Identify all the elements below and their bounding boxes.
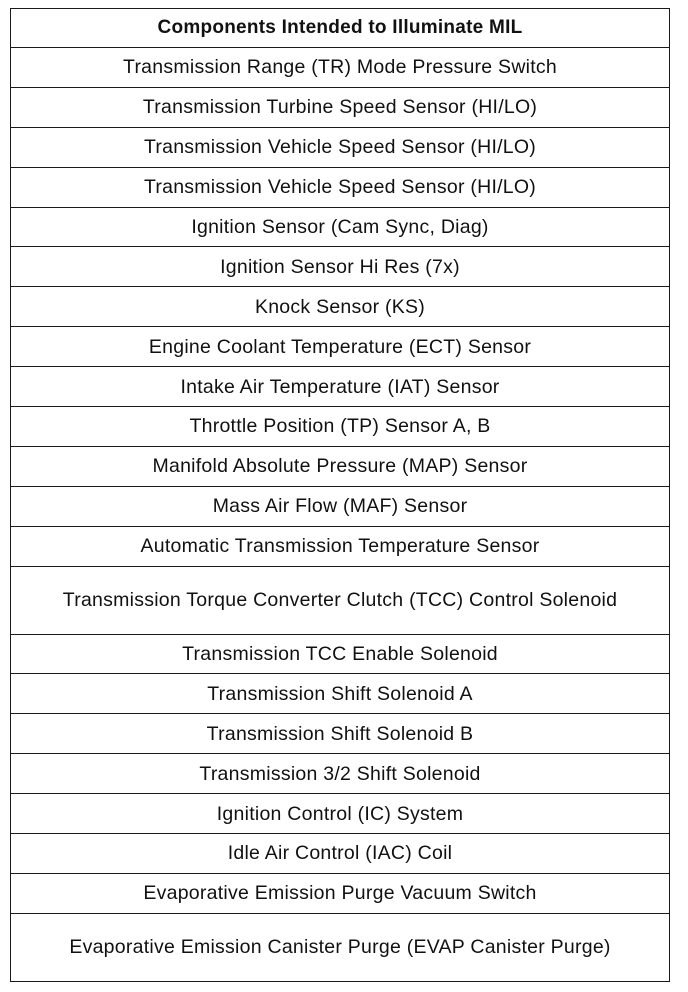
table-cell: Transmission Vehicle Speed Sensor (HI/LO) <box>11 127 670 167</box>
table-cell: Mass Air Flow (MAF) Sensor <box>11 486 670 526</box>
table-cell: Transmission Torque Converter Clutch (TCC) Control Solenoid <box>11 566 670 634</box>
table-row <box>11 407 670 447</box>
table-row <box>11 367 670 407</box>
table-row <box>11 526 670 566</box>
table-cell: Throttle Position (TP) Sensor A, B <box>11 407 670 447</box>
table-row <box>11 48 670 88</box>
table-row <box>11 87 670 127</box>
table-row <box>11 207 670 247</box>
table-row <box>11 714 670 754</box>
table-cell: Automatic Transmission Temperature Sensor <box>11 526 670 566</box>
table-cell: Ignition Sensor (Cam Sync, Diag) <box>11 207 670 247</box>
components-table-container <box>10 8 670 982</box>
table-cell: Transmission Vehicle Speed Sensor (HI/LO) <box>11 167 670 207</box>
table-row <box>11 566 670 634</box>
table-cell: Manifold Absolute Pressure (MAP) Sensor <box>11 446 670 486</box>
table-cell: Ignition Control (IC) System <box>11 794 670 834</box>
table-row <box>11 634 670 674</box>
table-cell: Transmission Turbine Speed Sensor (HI/LO) <box>11 87 670 127</box>
table-row <box>11 327 670 367</box>
table-row <box>11 486 670 526</box>
table-row <box>11 446 670 486</box>
table-cell: Transmission TCC Enable Solenoid <box>11 634 670 674</box>
table-row <box>11 247 670 287</box>
table-cell: Evaporative Emission Purge Vacuum Switch <box>11 873 670 913</box>
table-cell: Idle Air Control (IAC) Coil <box>11 834 670 874</box>
table-cell: Transmission Shift Solenoid B <box>11 714 670 754</box>
table-row <box>11 287 670 327</box>
table-cell: Knock Sensor (KS) <box>11 287 670 327</box>
table-header: Components Intended to Illuminate MIL <box>11 9 670 48</box>
table-row <box>11 754 670 794</box>
table-row <box>11 127 670 167</box>
table-row <box>11 834 670 874</box>
table-cell: Transmission Shift Solenoid A <box>11 674 670 714</box>
table-row <box>11 674 670 714</box>
table-cell: Engine Coolant Temperature (ECT) Sensor <box>11 327 670 367</box>
table-row <box>11 794 670 834</box>
table-row <box>11 873 670 913</box>
table-cell: Evaporative Emission Canister Purge (EVAP Canister Purge) <box>11 913 670 981</box>
table-row <box>11 913 670 981</box>
table-cell: Transmission 3/2 Shift Solenoid <box>11 754 670 794</box>
table-cell: Ignition Sensor Hi Res (7x) <box>11 247 670 287</box>
table-row <box>11 167 670 207</box>
components-table <box>10 8 670 982</box>
table-cell: Transmission Range (TR) Mode Pressure Switch <box>11 48 670 88</box>
table-cell: Intake Air Temperature (IAT) Sensor <box>11 367 670 407</box>
table-header-row <box>11 9 670 48</box>
